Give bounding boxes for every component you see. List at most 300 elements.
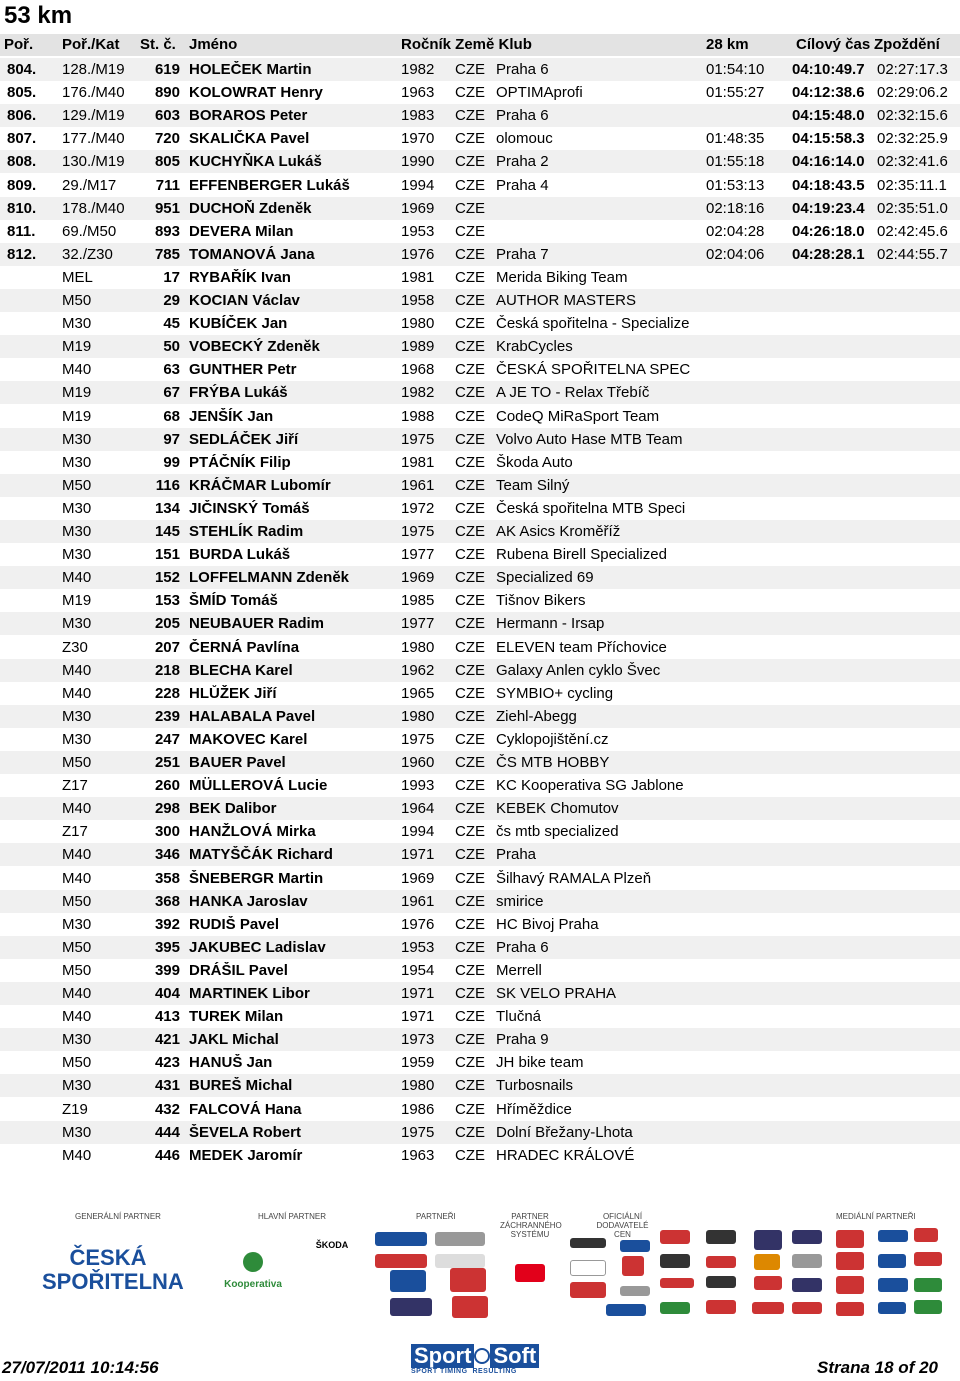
- category-rank: M30: [62, 430, 92, 448]
- start-number: 392: [154, 915, 180, 933]
- split-28km: 01:55:27: [706, 84, 765, 102]
- birth-year: 1963: [401, 1146, 435, 1164]
- runner-name: JAKUBEC Ladislav: [189, 938, 326, 956]
- birth-year: 1972: [401, 499, 435, 517]
- partner-logo: [914, 1228, 938, 1242]
- finish-time: 04:28:28.1: [792, 245, 865, 263]
- club: ELEVEN team Příchovice: [496, 638, 667, 656]
- partner-logo: [620, 1286, 650, 1296]
- birth-year: 1981: [401, 453, 435, 471]
- country: CZE: [455, 338, 485, 356]
- table-row: [0, 174, 960, 197]
- partner-logo: [622, 1256, 644, 1276]
- start-number: 207: [154, 638, 180, 656]
- table-row: [0, 266, 960, 289]
- start-number: 720: [154, 130, 180, 148]
- birth-year: 1959: [401, 1054, 435, 1072]
- split-28km: 02:04:28: [706, 222, 765, 240]
- start-number: 785: [154, 245, 180, 263]
- birth-year: 1976: [401, 915, 435, 933]
- partner-logo: [452, 1296, 488, 1318]
- table-row: [0, 728, 960, 751]
- time-delay: 02:35:51.0: [877, 199, 948, 217]
- birth-year: 1971: [401, 846, 435, 864]
- header-year-country-club: Ročník Země Klub: [401, 36, 532, 53]
- birth-year: 1989: [401, 338, 435, 356]
- start-number: 300: [154, 823, 180, 841]
- start-number: 444: [154, 1123, 180, 1141]
- partner-logo: [914, 1252, 942, 1266]
- table-row: [0, 243, 960, 266]
- club: Česká spořitelna - Specialize: [496, 315, 690, 333]
- table-row: [0, 1121, 960, 1144]
- partner-logo: [375, 1254, 427, 1268]
- category-rank: M30: [62, 453, 92, 471]
- club: Praha 6: [496, 61, 549, 78]
- partner-logo: [660, 1278, 694, 1288]
- partner-logo: [878, 1230, 908, 1242]
- header-finish-time: Cílový čas: [796, 36, 871, 53]
- club: Merrell: [496, 961, 542, 979]
- runner-name: ŠNEBERGR Martin: [189, 869, 324, 887]
- table-row: [0, 81, 960, 104]
- partner-logo: [878, 1302, 906, 1314]
- birth-year: 1969: [401, 569, 435, 587]
- table-row: [0, 1028, 960, 1051]
- sponsor-label: OFICIÁLNÍ DODAVATELÉ CEN: [596, 1212, 649, 1239]
- club: Praha 4: [496, 176, 549, 194]
- sportsoft-wordmark: [411, 1344, 551, 1368]
- country: CZE: [455, 453, 485, 471]
- category-rank: 69./M50: [62, 222, 117, 240]
- category-rank: M40: [62, 1146, 92, 1164]
- table-row: [0, 982, 960, 1005]
- country: CZE: [455, 315, 485, 333]
- category-rank: MEL: [62, 268, 93, 286]
- partner-logo: [836, 1302, 864, 1316]
- country: CZE: [455, 523, 485, 540]
- finish-time: 04:26:18.0: [792, 222, 865, 240]
- club: SK VELO PRAHA: [496, 985, 617, 1002]
- table-row: [0, 705, 960, 728]
- category-rank: M30: [62, 730, 92, 748]
- position: 812.: [7, 245, 37, 263]
- footer-datetime: 27/07/2011 10:14:56: [2, 1358, 159, 1377]
- start-number: 951: [154, 199, 180, 217]
- runner-name: HANUŠ Jan: [189, 1054, 273, 1072]
- runner-name: JENŠÍK Jan: [189, 407, 274, 425]
- table-row: [0, 1144, 960, 1167]
- birth-year: 1982: [401, 384, 435, 402]
- partner-logo: [706, 1230, 736, 1244]
- partner-logo: [878, 1278, 908, 1292]
- runner-name: HALABALA Pavel: [189, 707, 316, 725]
- start-number: 298: [154, 800, 180, 818]
- partner-logo: [570, 1238, 606, 1248]
- start-number: 67: [163, 384, 180, 402]
- runner-name: MEDEK Jaromír: [189, 1146, 303, 1164]
- club: Volvo Auto Hase MTB Team: [496, 430, 683, 448]
- runner-name: HLŮŽEK Jiří: [189, 684, 277, 702]
- time-delay: 02:44:55.7: [877, 245, 948, 263]
- sponsors-block: [30, 1210, 950, 1330]
- category-rank: M30: [62, 1123, 92, 1141]
- birth-year: 1981: [401, 268, 435, 286]
- country: CZE: [455, 800, 485, 818]
- club: SYMBIO+ cycling: [496, 684, 614, 702]
- start-number: 68: [163, 407, 180, 425]
- club: Praha 9: [496, 1031, 549, 1049]
- runner-name: DUCHOŇ Zdeněk: [189, 199, 312, 217]
- category-rank: M50: [62, 476, 92, 494]
- country: CZE: [455, 1100, 485, 1118]
- club: Praha 6: [496, 107, 549, 125]
- table-row: [0, 1051, 960, 1074]
- sponsor-label: PARTNER ZÁCHRANNÉHO SYSTÉMU: [500, 1212, 562, 1239]
- club: Praha 6: [496, 938, 549, 956]
- runner-name: KRÁČMAR Lubomír: [189, 476, 331, 494]
- partner-logo: [754, 1230, 782, 1250]
- runner-name: KOLOWRAT Henry: [189, 84, 323, 102]
- start-number: 247: [154, 730, 180, 748]
- club: HC Bivoj Praha: [496, 915, 599, 933]
- runner-name: RUDIŠ Pavel: [189, 915, 280, 933]
- country: CZE: [455, 754, 485, 771]
- start-number: 358: [154, 869, 180, 887]
- table-row: [0, 150, 960, 173]
- birth-year: 1969: [401, 199, 435, 217]
- birth-year: 1970: [401, 130, 435, 148]
- category-rank: Z17: [62, 777, 88, 795]
- club: Hříměždice: [496, 1100, 572, 1118]
- birth-year: 1990: [401, 153, 435, 171]
- runner-name: TUREK Milan: [189, 1008, 284, 1026]
- birth-year: 1960: [401, 754, 435, 771]
- country: CZE: [455, 153, 485, 171]
- partner-logo: [660, 1230, 690, 1244]
- category-rank: M50: [62, 892, 92, 910]
- table-row: [0, 474, 960, 497]
- partner-logo: [570, 1260, 606, 1276]
- category-rank: M30: [62, 523, 92, 540]
- birth-year: 1953: [401, 222, 435, 240]
- category-rank: M30: [62, 1077, 92, 1095]
- birth-year: 1971: [401, 1008, 435, 1026]
- time-delay: 02:27:17.3: [877, 61, 948, 78]
- country: CZE: [455, 1077, 485, 1095]
- country: CZE: [455, 1031, 485, 1049]
- birth-year: 1965: [401, 684, 435, 702]
- club: KEBEK Chomutov: [496, 800, 619, 818]
- country: CZE: [455, 985, 485, 1002]
- birth-year: 1977: [401, 615, 435, 633]
- club: Merida Biking Team: [496, 268, 628, 286]
- category-rank: M30: [62, 546, 92, 564]
- club: CodeQ MiRaSport Team: [496, 407, 660, 425]
- runner-name: BORAROS Peter: [189, 107, 308, 125]
- header-por: Poř.: [4, 36, 34, 53]
- split-28km: 02:18:16: [706, 199, 765, 217]
- runner-name: ČERNÁ Pavlína: [189, 638, 300, 656]
- start-number: 50: [163, 338, 180, 356]
- table-row: [0, 1074, 960, 1097]
- runner-name: KUBÍČEK Jan: [189, 315, 288, 333]
- cs-logo: ČESKÁ SPOŘITELNA: [42, 1245, 184, 1294]
- start-number: 890: [154, 84, 180, 102]
- position: 807.: [7, 130, 37, 148]
- birth-year: 1954: [401, 961, 435, 979]
- partner-logo: [836, 1252, 864, 1270]
- table-row: [0, 543, 960, 566]
- club: Ziehl-Abegg: [496, 707, 577, 725]
- club: KC Kooperativa SG Jablone: [496, 777, 684, 795]
- runner-name: DEVERA Milan: [189, 222, 294, 240]
- country: CZE: [455, 938, 485, 956]
- start-number: 432: [154, 1100, 180, 1118]
- start-number: 413: [154, 1008, 180, 1026]
- club: Tišnov Bikers: [496, 592, 586, 610]
- country: CZE: [455, 915, 485, 933]
- finish-time: 04:19:23.4: [792, 199, 865, 217]
- country: CZE: [455, 546, 485, 564]
- club: Team Silný: [496, 476, 570, 494]
- start-number: 446: [154, 1146, 180, 1164]
- partner-logo: [914, 1278, 942, 1292]
- logo-ball-icon: [474, 1344, 490, 1368]
- country: CZE: [455, 961, 485, 979]
- table-row: [0, 381, 960, 404]
- birth-year: 1973: [401, 1031, 435, 1049]
- country: CZE: [455, 245, 485, 263]
- sponsor-label: PARTNEŘI: [416, 1212, 456, 1221]
- start-number: 45: [163, 315, 180, 333]
- start-number: 421: [154, 1031, 180, 1049]
- category-rank: M40: [62, 661, 92, 679]
- category-rank: M40: [62, 869, 92, 887]
- category-rank: Z17: [62, 823, 88, 841]
- table-row: [0, 797, 960, 820]
- page-title: 53 km: [4, 2, 73, 29]
- category-rank: M30: [62, 499, 92, 517]
- country: CZE: [455, 892, 485, 910]
- table-row: [0, 636, 960, 659]
- start-number: 99: [163, 453, 180, 471]
- partner-logo: [752, 1302, 784, 1314]
- runner-name: SKALIČKA Pavel: [189, 130, 310, 148]
- runner-name: MATYŠČÁK Richard: [189, 846, 333, 864]
- club: Rubena Birell Specialized: [496, 546, 667, 564]
- club: Tlučná: [496, 1008, 542, 1026]
- birth-year: 1953: [401, 938, 435, 956]
- table-row: [0, 820, 960, 843]
- start-number: 151: [154, 546, 180, 564]
- birth-year: 1975: [401, 730, 435, 748]
- category-rank: 130./M19: [62, 153, 125, 171]
- country: CZE: [455, 361, 485, 379]
- category-rank: M19: [62, 592, 92, 610]
- partner-logo: [570, 1282, 606, 1298]
- table-row: [0, 335, 960, 358]
- position: 810.: [7, 199, 37, 217]
- time-delay: 02:29:06.2: [877, 84, 948, 102]
- birth-year: 1975: [401, 523, 435, 540]
- position: 806.: [7, 107, 37, 125]
- runner-name: FALCOVÁ Hana: [189, 1100, 302, 1118]
- club: AUTHOR MASTERS: [496, 292, 637, 309]
- start-number: 145: [154, 523, 180, 540]
- country: CZE: [455, 176, 485, 194]
- birth-year: 1983: [401, 107, 435, 125]
- start-number: 205: [154, 615, 180, 633]
- club: Dolní Břežany-Lhota: [496, 1123, 633, 1141]
- country: CZE: [455, 869, 485, 887]
- time-delay: 02:32:41.6: [877, 153, 948, 171]
- split-28km: 02:04:06: [706, 245, 765, 263]
- country: CZE: [455, 569, 485, 587]
- category-rank: M30: [62, 1031, 92, 1049]
- category-rank: M50: [62, 961, 92, 979]
- category-rank: 129./M19: [62, 107, 125, 125]
- country: CZE: [455, 615, 485, 633]
- start-number: 239: [154, 707, 180, 725]
- table-row: [0, 566, 960, 589]
- table-row: [0, 751, 960, 774]
- start-number: 251: [154, 754, 180, 771]
- table-row: [0, 220, 960, 243]
- start-number: 29: [163, 292, 180, 309]
- category-rank: M40: [62, 684, 92, 702]
- partner-logo: [450, 1268, 486, 1292]
- club: AK Asics Kroměříž: [496, 523, 621, 540]
- country: CZE: [455, 130, 485, 148]
- logo-left: Sport: [411, 1344, 474, 1368]
- split-28km: 01:53:13: [706, 176, 765, 194]
- country: CZE: [455, 1146, 485, 1164]
- position: 809.: [7, 176, 37, 194]
- category-rank: M30: [62, 315, 92, 333]
- country: CZE: [455, 684, 485, 702]
- kooperativa-logo: [220, 1250, 286, 1298]
- country: CZE: [455, 823, 485, 841]
- table-row: [0, 959, 960, 982]
- partner-logo: [390, 1270, 426, 1292]
- start-number: 404: [154, 985, 180, 1002]
- country: CZE: [455, 730, 485, 748]
- country: CZE: [455, 476, 485, 494]
- sponsor-label: HLAVNÍ PARTNER: [258, 1212, 327, 1221]
- table-row: [0, 497, 960, 520]
- partner-logo: [914, 1300, 942, 1314]
- start-number: 893: [154, 222, 180, 240]
- country: CZE: [455, 1123, 485, 1141]
- start-number: 603: [154, 107, 180, 125]
- birth-year: 1993: [401, 777, 435, 795]
- runner-name: PTÁČNÍK Filip: [189, 453, 291, 471]
- runner-name: JAKL Michal: [189, 1031, 279, 1049]
- birth-year: 1964: [401, 800, 435, 818]
- start-number: 431: [154, 1077, 180, 1095]
- category-rank: M19: [62, 407, 92, 425]
- partner-logo: [660, 1302, 690, 1314]
- category-rank: Z19: [62, 1100, 88, 1118]
- birth-year: 1988: [401, 407, 435, 425]
- birth-year: 1976: [401, 245, 435, 263]
- country: CZE: [455, 638, 485, 656]
- country: CZE: [455, 222, 485, 240]
- partner-logo: [754, 1254, 780, 1270]
- runner-name: BEK Dalibor: [189, 800, 277, 818]
- runner-name: STEHLÍK Radim: [189, 523, 304, 540]
- country: CZE: [455, 107, 485, 125]
- partner-logo: [706, 1300, 736, 1314]
- runner-name: HOLEČEK Martin: [189, 61, 312, 78]
- header-28km: 28 km: [706, 36, 749, 53]
- birth-year: 1982: [401, 61, 435, 78]
- category-rank: M19: [62, 384, 92, 402]
- runner-name: BURDA Lukáš: [189, 546, 291, 564]
- birth-year: 1975: [401, 1123, 435, 1141]
- birth-year: 1980: [401, 315, 435, 333]
- position: 811.: [7, 222, 36, 240]
- table-row: [0, 936, 960, 959]
- category-rank: M30: [62, 915, 92, 933]
- time-delay: 02:42:45.6: [877, 222, 948, 240]
- finish-time: 04:12:38.6: [792, 84, 865, 102]
- partner-logo: [606, 1304, 646, 1316]
- finish-time: 04:10:49.7: [792, 61, 865, 78]
- table-row: [0, 127, 960, 150]
- birth-year: 1963: [401, 84, 435, 102]
- club: Praha 2: [496, 153, 549, 171]
- header-start-number: St. č.: [140, 36, 176, 53]
- position: 805.: [7, 84, 37, 102]
- category-rank: 177./M40: [62, 130, 125, 148]
- country: CZE: [455, 592, 485, 610]
- category-rank: M40: [62, 569, 92, 587]
- table-row: [0, 589, 960, 612]
- country: CZE: [455, 430, 485, 448]
- birth-year: 1980: [401, 707, 435, 725]
- table-row: [0, 1005, 960, 1028]
- header-delay: Zpoždění: [874, 36, 940, 53]
- country: CZE: [455, 707, 485, 725]
- start-number: 63: [163, 361, 180, 379]
- time-delay: 02:35:11.1: [877, 176, 947, 194]
- club: Hermann - Irsap: [496, 615, 605, 633]
- sportsoft-logo: [411, 1344, 551, 1380]
- partner-logo: [375, 1232, 427, 1246]
- partner-logo: [792, 1230, 822, 1244]
- partner-logo: [754, 1276, 782, 1290]
- country: CZE: [455, 661, 485, 679]
- runner-name: JIČINSKÝ Tomáš: [189, 499, 310, 517]
- table-row: [0, 913, 960, 936]
- start-number: 423: [154, 1054, 180, 1072]
- category-rank: M40: [62, 800, 92, 818]
- partner-logo: [435, 1232, 485, 1246]
- country: CZE: [455, 777, 485, 795]
- start-number: 368: [154, 892, 180, 910]
- runner-name: NEUBAUER Radim: [189, 615, 325, 633]
- category-rank: 32./Z30: [62, 245, 113, 263]
- start-number: 805: [154, 153, 180, 171]
- category-rank: M19: [62, 338, 92, 356]
- table-row: [0, 890, 960, 913]
- birth-year: 1994: [401, 176, 435, 194]
- runner-name: GUNTHER Petr: [189, 361, 297, 379]
- table-row: [0, 312, 960, 335]
- runner-name: HANŽLOVÁ Mirka: [189, 823, 316, 841]
